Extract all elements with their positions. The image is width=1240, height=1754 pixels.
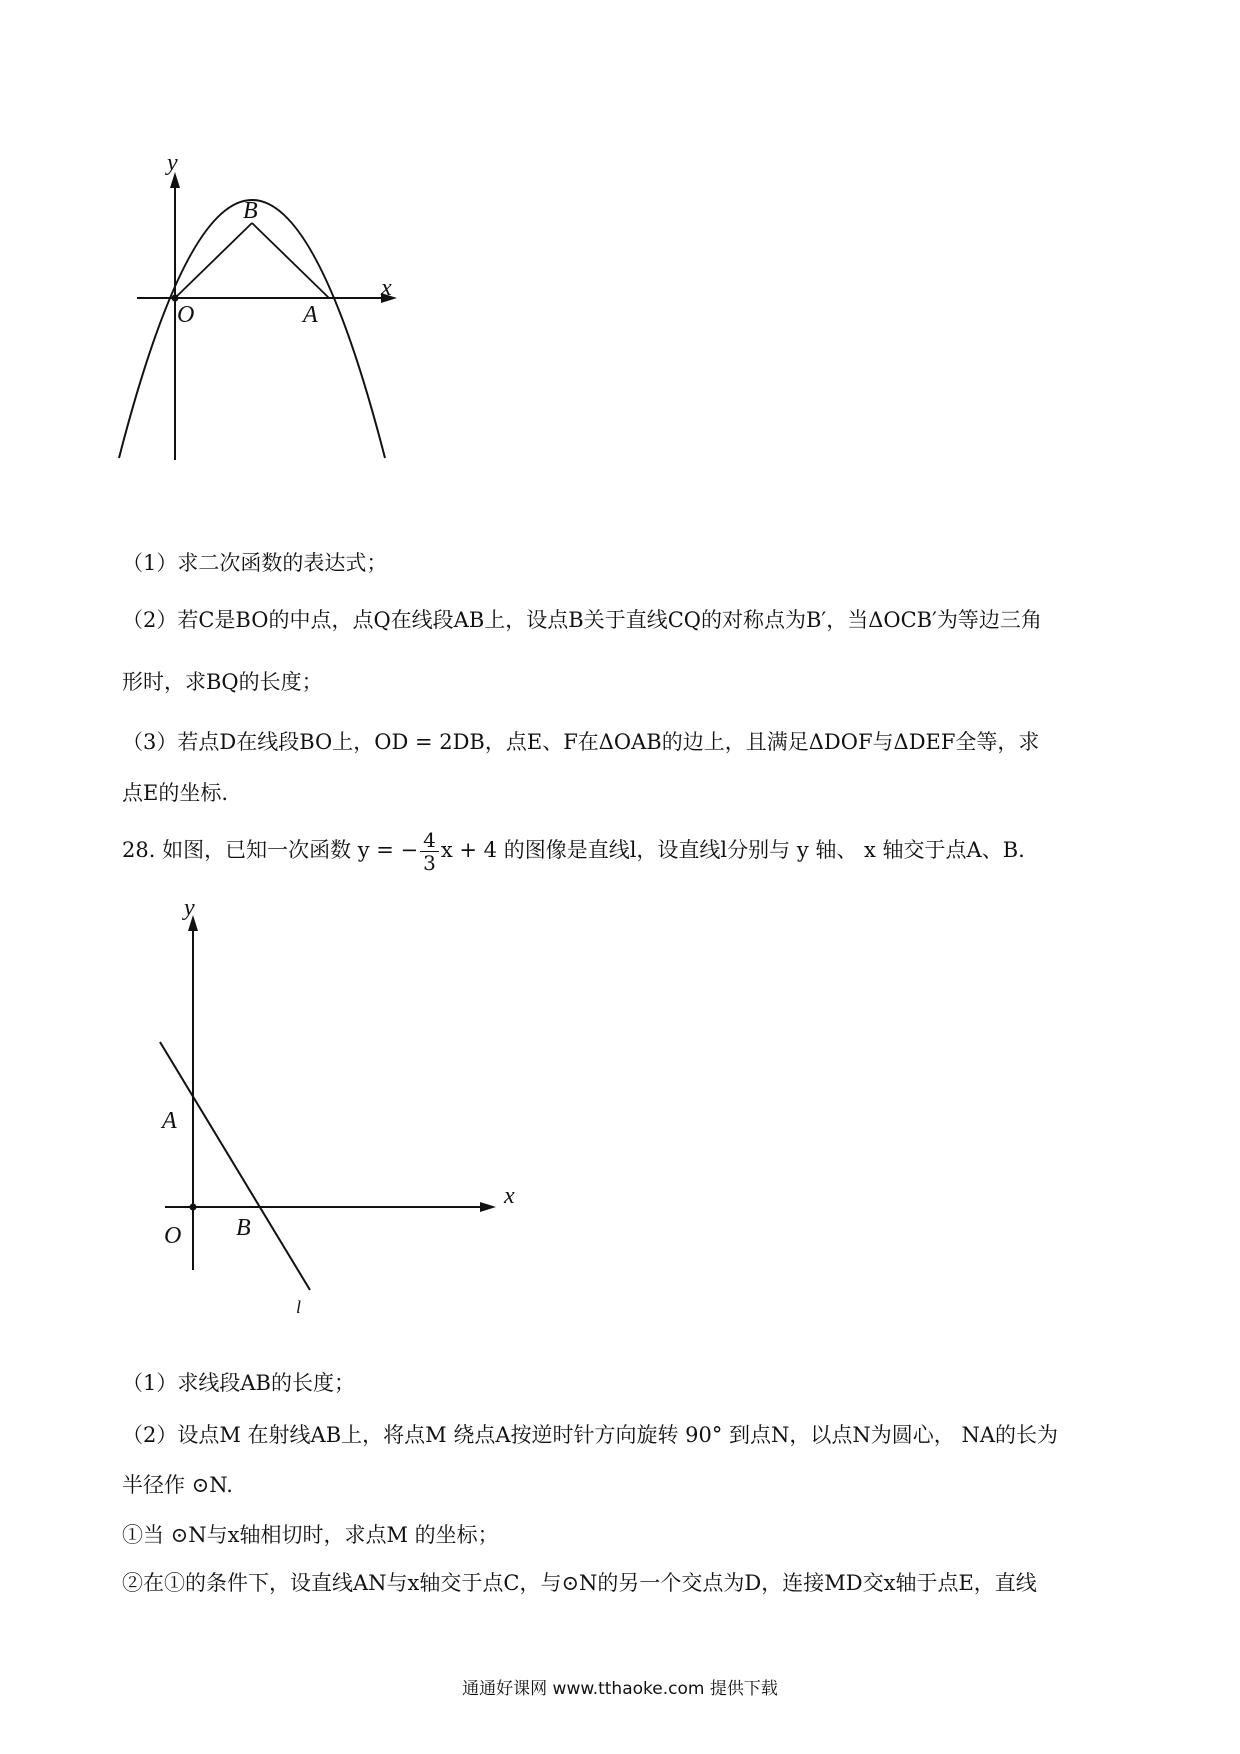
label-b: B: [243, 198, 258, 224]
label-o: O: [177, 302, 195, 328]
parabola-figure: [115, 150, 415, 470]
fraction-denominator: 3: [423, 851, 436, 875]
label-y: y: [184, 895, 195, 921]
q28-case1: ①当 ⊙N与x轴相切时，求点M 的坐标；: [122, 1523, 499, 1547]
label-x: x: [381, 275, 392, 301]
x-axis-arrow: [480, 1202, 496, 1212]
line-l: [160, 1042, 310, 1290]
footer-credit: 通通好课网 www.tthaoke.com 提供下载: [462, 1679, 778, 1699]
q27-part3-line1: （3）若点D在线段BO上，OD = 2DB，点E、F在ΔOAB的边上，且满足ΔDOF与ΔDEF全等，求: [122, 730, 1040, 754]
q28-intro: [122, 820, 1025, 880]
label-b: B: [236, 1215, 251, 1241]
line-figure: [140, 895, 540, 1315]
q28-part1: （1）求线段AB的长度；: [122, 1371, 355, 1395]
q28-part2-line1: （2）设点M 在射线AB上，将点M 绕点A按逆时针方向旋转 90° 到点N，以点N为圆心， NA的长为: [122, 1423, 1059, 1447]
label-l: l: [296, 1297, 302, 1315]
q27-part2-line2: 形时，求BQ的长度；: [122, 670, 323, 694]
q28-case2: ②在①的条件下，设直线AN与x轴交于点C，与⊙N的另一个交点为D，连接MD交x轴于点E，直线: [122, 1571, 1037, 1595]
fraction: [420, 829, 439, 874]
q28-part2-line2: 半径作 ⊙N.: [122, 1473, 233, 1497]
parabola-curve: [119, 200, 385, 458]
label-o: O: [164, 1223, 182, 1249]
q27-part3-line2: 点E的坐标.: [122, 781, 229, 805]
q28-intro-before: 28. 如图，已知一次函数 y = −: [122, 838, 419, 862]
label-y: y: [167, 150, 178, 176]
origin-point: [190, 1204, 197, 1211]
label-a: A: [162, 1108, 177, 1134]
label-x: x: [504, 1183, 515, 1209]
q28-intro-after: x + 4 的图像是直线l，设直线l分别与 y 轴、 x 轴交于点A、B.: [440, 838, 1025, 862]
label-a: A: [303, 302, 318, 328]
q27-part2-line1: （2）若C是BO的中点，点Q在线段AB上，设点B关于直线CQ的对称点为B′，当ΔOCB′为等边三角: [122, 608, 1042, 632]
origin-point: [172, 295, 179, 302]
q27-part1: （1）求二次函数的表达式；: [122, 551, 388, 575]
fraction-numerator: 4: [420, 829, 439, 852]
